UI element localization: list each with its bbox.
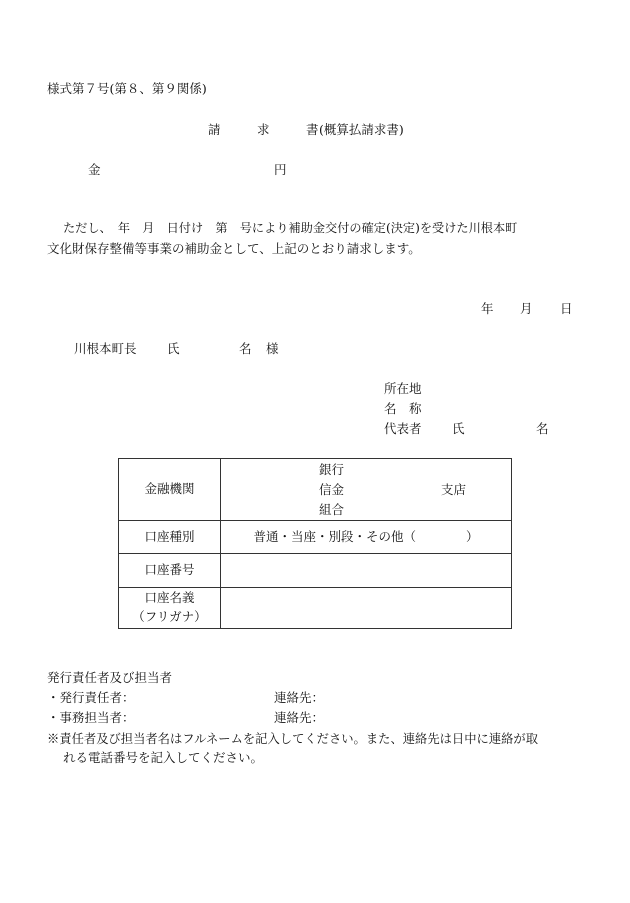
addressee-title: 川根本町長 [74, 341, 137, 356]
table-row-account-number [119, 554, 512, 588]
applicant-name-label: 名 称 [384, 401, 422, 416]
account-name-field[interactable] [221, 588, 512, 629]
title-suffix: (概算払請求書) [319, 122, 404, 137]
issuer-contact-label: 連絡先： [274, 690, 325, 705]
table-row-account-name [119, 588, 512, 629]
body-line-1: ただし、 年 月 日付け 第 号により補助金交付の確定(決定)を受けた川根本町 [63, 221, 518, 235]
addressee-sama: 様 [266, 341, 279, 356]
applicant-address-label: 所在地 [384, 381, 422, 396]
branch-label: 支店 [441, 482, 467, 497]
clerk-contact-label: 連絡先： [274, 710, 325, 725]
body-line-2: 文化財保存整備等事業の補助金として、上記のとおり請求します。 [47, 241, 421, 256]
clerk-label: ・事務担当者： [47, 710, 135, 725]
account-name-label: 口座名義 [144, 590, 195, 606]
table-row-account-type [119, 521, 512, 554]
institution-type-shinkin: 信金 [319, 482, 345, 497]
title-char-2: 求 [257, 122, 270, 137]
form-number: 様式第７号(第８、第９関係) [47, 81, 207, 96]
account-type-label: 口座種別 [119, 521, 221, 554]
note-line-1: ※責任者及び担当者名はフルネームを記入してください。また、連絡先は日中に連絡が取 [47, 732, 539, 746]
applicant-rep-shi: 氏 [452, 421, 465, 436]
date-day: 日 [560, 301, 573, 316]
addressee-mei: 名 [239, 341, 252, 356]
amount-prefix: 金 [88, 162, 101, 177]
table-row-institution [119, 459, 512, 521]
title-char-1: 請 [208, 122, 221, 137]
account-number-label: 口座番号 [119, 554, 221, 588]
applicant-rep-label: 代表者 [384, 421, 422, 436]
contact-heading: 発行責任者及び担当者 [47, 670, 173, 685]
account-type-value[interactable]: 普通・当座・別段・その他（ ） [221, 521, 512, 554]
bank-account-table [118, 458, 512, 629]
date-year: 年 [481, 301, 494, 316]
account-name-kana-label: （フリガナ） [132, 609, 207, 624]
note-line-2: れる電話番号を記入してください。 [63, 750, 264, 765]
date-month: 月 [520, 301, 533, 316]
addressee-shi: 氏 [167, 341, 180, 356]
issuer-label: ・発行責任者： [47, 690, 135, 705]
institution-type-kumiai: 組合 [319, 502, 345, 517]
institution-cell[interactable] [221, 459, 512, 521]
applicant-rep-mei: 名 [536, 421, 549, 436]
amount-unit: 円 [274, 162, 287, 177]
title-char-3: 書 [306, 122, 319, 137]
account-name-label-cell [119, 588, 221, 629]
institution-label: 金融機関 [119, 459, 221, 521]
institution-type-bank: 銀行 [319, 462, 345, 477]
account-number-field[interactable] [221, 554, 512, 588]
